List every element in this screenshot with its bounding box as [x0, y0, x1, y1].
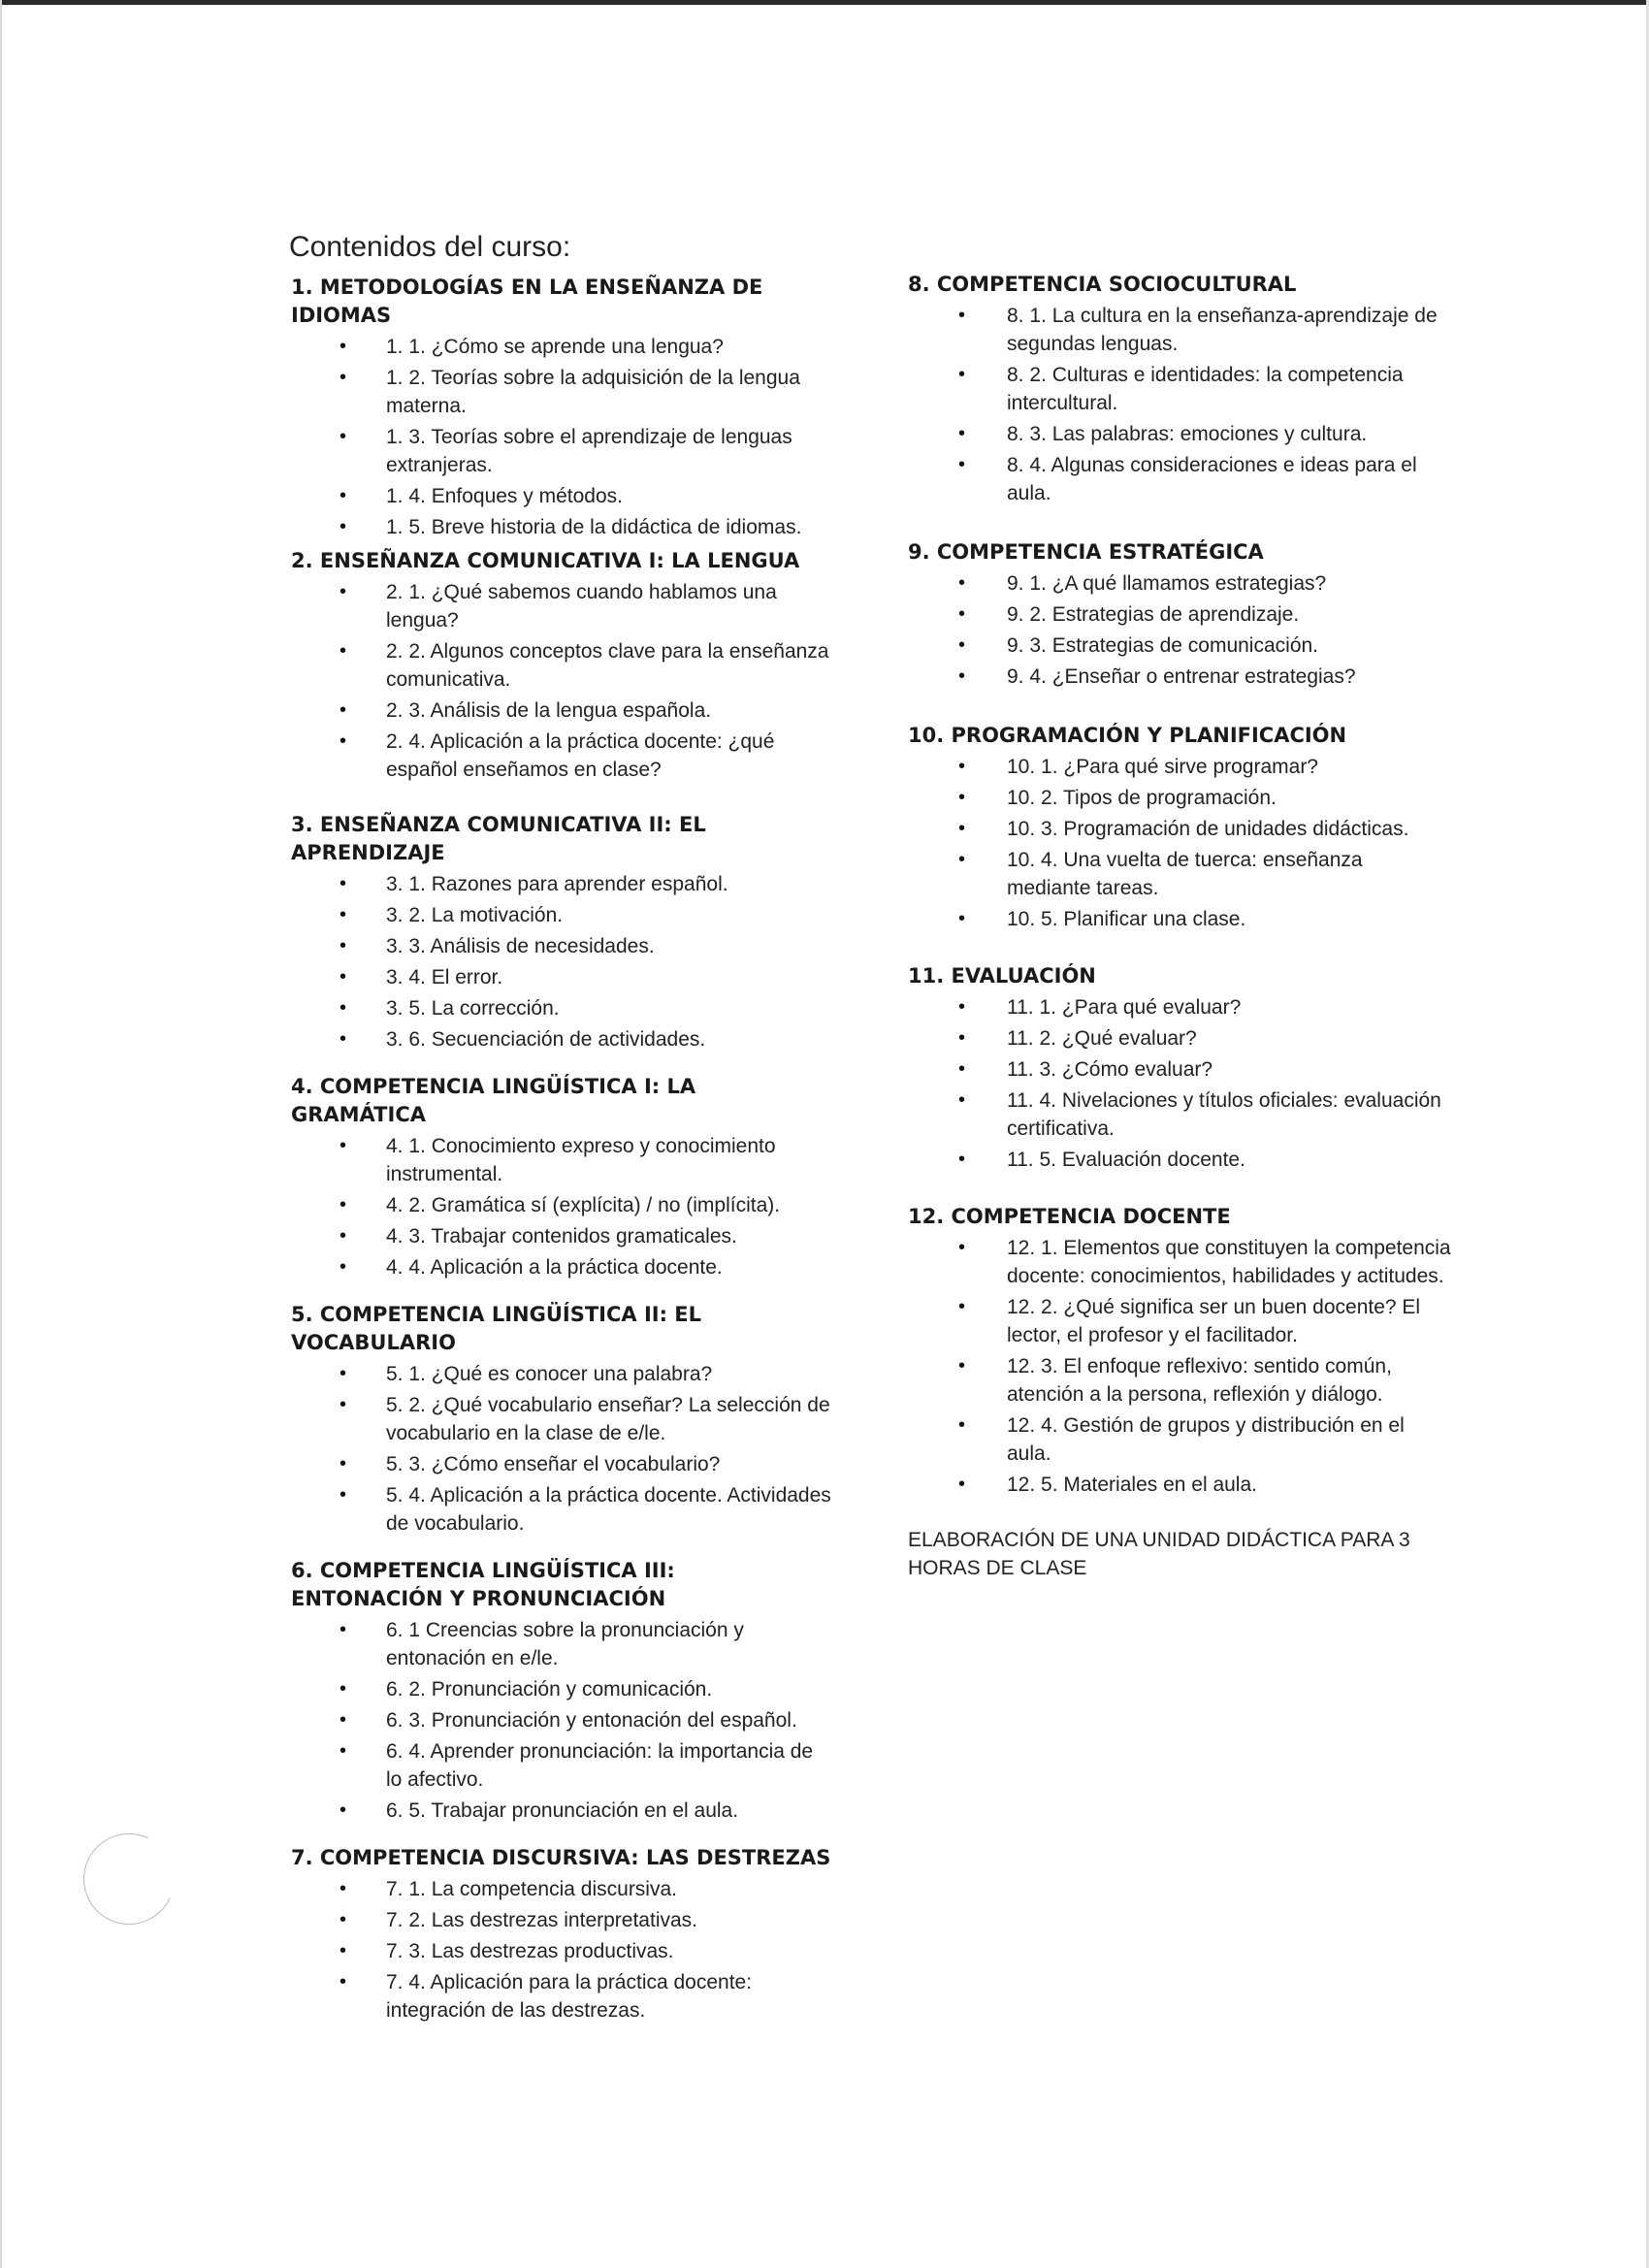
- topic-item: • 11. 5. Evaluación docente.: [908, 1146, 1451, 1174]
- topic-list: [291, 333, 834, 541]
- topic-item: • 2. 3. Análisis de la lengua española.: [291, 697, 834, 725]
- topic-item: • 7. 1. La competencia discursiva.: [291, 1875, 834, 1903]
- topic-item: • 8. 1. La cultura en la enseñanza-aprendizaje de segundas lenguas.: [908, 302, 1451, 358]
- topic-item: • 3. 5. La corrección.: [291, 994, 834, 1022]
- section-title-line: 9. COMPETENCIA ESTRATÉGICA: [908, 540, 1264, 564]
- topic-item: • 4. 2. Gramática sí (explícita) / no (implícita).: [291, 1191, 834, 1219]
- topic-item: • 5. 1. ¿Qué es conocer una palabra?: [291, 1360, 834, 1388]
- topic-list: [291, 578, 834, 784]
- section-title-line: 5. COMPETENCIA LINGÜÍSTICA II: EL: [291, 1303, 702, 1326]
- topic-item: • 1. 1. ¿Cómo se aprende una lengua?: [291, 333, 834, 361]
- topic-list: [291, 870, 834, 1053]
- course-section: [908, 722, 1451, 933]
- topic-item: • 3. 4. El error.: [291, 963, 834, 991]
- section-title-line: APRENDIZAJE: [291, 841, 445, 864]
- section-title: [291, 1301, 834, 1357]
- topic-list: [291, 1360, 834, 1538]
- topic-item: • 3. 2. La motivación.: [291, 901, 834, 929]
- course-section: [908, 538, 1451, 691]
- topic-item: • 10. 3. Programación de unidades didácticas.: [908, 815, 1451, 843]
- topic-list: [908, 302, 1451, 507]
- topic-item: • 1. 5. Breve historia de la didáctica de idiomas.: [291, 513, 834, 541]
- topic-item: • 5. 2. ¿Qué vocabulario enseñar? La selección de vocabulario en la clase de e/le.: [291, 1391, 834, 1447]
- topic-item: • 6. 4. Aprender pronunciación: la importancia de lo afectivo.: [291, 1737, 834, 1794]
- section-title-line: IDIOMAS: [291, 304, 392, 327]
- course-section: [291, 811, 834, 1053]
- section-title-line: 11. EVALUACIÓN: [908, 964, 1096, 988]
- section-title-line: GRAMÁTICA: [291, 1103, 426, 1126]
- section-title: [291, 274, 834, 330]
- topic-item: • 1. 3. Teorías sobre el aprendizaje de lenguas extranjeras.: [291, 423, 834, 479]
- section-title: [291, 1557, 834, 1613]
- topic-item: • 12. 4. Gestión de grupos y distribución en el aula.: [908, 1411, 1451, 1468]
- punch-hole-mark: [71, 1821, 187, 1937]
- course-section: [291, 1073, 834, 1281]
- topic-item: • 2. 1. ¿Qué sabemos cuando hablamos una lengua?: [291, 578, 834, 634]
- topic-item: • 7. 4. Aplicación para la práctica docente: integración de las destrezas.: [291, 1968, 834, 2025]
- topic-item: • 12. 2. ¿Qué significa ser un buen docente? El lector, el profesor y el facilitador.: [908, 1293, 1451, 1349]
- topic-item: • 9. 1. ¿A qué llamamos estrategias?: [908, 569, 1451, 598]
- topic-item: • 8. 2. Culturas e identidades: la competencia intercultural.: [908, 361, 1451, 417]
- scan-left-edge: [0, 0, 2, 2268]
- topic-item: • 10. 4. Una vuelta de tuerca: enseñanza mediante tareas.: [908, 846, 1451, 902]
- topic-item: • 2. 4. Aplicación a la práctica docente: ¿qué español enseñamos en clase?: [291, 728, 834, 784]
- topic-item: • 7. 2. Las destrezas interpretativas.: [291, 1906, 834, 1934]
- scan-top-edge: [0, 0, 1649, 5]
- page-title: Contenidos del curso:: [289, 231, 571, 264]
- topic-list: [908, 753, 1451, 933]
- course-section: [291, 1301, 834, 1538]
- topic-item: • 12. 3. El enfoque reflexivo: sentido común, atención a la persona, reflexión y diálogo.: [908, 1352, 1451, 1409]
- topic-item: • 12. 1. Elementos que constituyen la competencia docente: conocimientos, habilidades y actitudes.: [908, 1234, 1451, 1290]
- closing-note: ELABORACIÓN DE UNA UNIDAD DIDÁCTICA PARA 3 HORAS DE CLASE: [908, 1529, 1410, 1579]
- section-title-line: 2. ENSEÑANZA COMUNICATIVA I: LA LENGUA: [291, 549, 800, 572]
- topic-item: • 1. 4. Enfoques y métodos.: [291, 482, 834, 510]
- section-title: [291, 811, 834, 867]
- left-column: [291, 274, 834, 2025]
- topic-list: [291, 1616, 834, 1825]
- course-section: [291, 547, 834, 784]
- section-title: [291, 1073, 834, 1129]
- topic-item: • 11. 4. Nivelaciones y títulos oficiales: evaluación certificativa.: [908, 1086, 1451, 1143]
- topic-item: • 8. 3. Las palabras: emociones y cultura.: [908, 420, 1451, 448]
- section-title-line: 1. METODOLOGÍAS EN LA ENSEÑANZA DE: [291, 275, 763, 299]
- section-title: [908, 1203, 1451, 1231]
- topic-item: • 6. 1 Creencias sobre la pronunciación y entonación en e/le.: [291, 1616, 834, 1672]
- topic-item: • 8. 4. Algunas consideraciones e ideas para el aula.: [908, 451, 1451, 507]
- section-title-line: 8. COMPETENCIA SOCIOCULTURAL: [908, 273, 1297, 296]
- course-section: [291, 1557, 834, 1825]
- section-title: [908, 271, 1451, 299]
- topic-item: • 3. 3. Análisis de necesidades.: [291, 932, 834, 960]
- section-title-line: 3. ENSEÑANZA COMUNICATIVA II: EL: [291, 813, 706, 836]
- section-title: [908, 722, 1451, 750]
- topic-item: • 4. 1. Conocimiento expreso y conocimiento instrumental.: [291, 1132, 834, 1188]
- topic-item: • 6. 5. Trabajar pronunciación en el aula.: [291, 1797, 834, 1825]
- topic-item: • 10. 5. Planificar una clase.: [908, 905, 1451, 933]
- course-section: [291, 274, 834, 541]
- section-title: [291, 1844, 834, 1872]
- section-title-line: ENTONACIÓN Y PRONUNCIACIÓN: [291, 1587, 666, 1610]
- topic-item: • 9. 3. Estrategias de comunicación.: [908, 632, 1451, 660]
- topic-item: • 6. 3. Pronunciación y entonación del español.: [291, 1706, 834, 1734]
- topic-item: • 11. 1. ¿Para qué evaluar?: [908, 993, 1451, 1021]
- section-title: [291, 547, 834, 575]
- section-title-line: 12. COMPETENCIA DOCENTE: [908, 1205, 1231, 1228]
- topic-item: • 5. 4. Aplicación a la práctica docente. Actividades de vocabulario.: [291, 1481, 834, 1538]
- topic-item: • 6. 2. Pronunciación y comunicación.: [291, 1675, 834, 1703]
- topic-item: • 2. 2. Algunos conceptos clave para la enseñanza comunicativa.: [291, 637, 834, 694]
- topic-item: • 3. 1. Razones para aprender español.: [291, 870, 834, 898]
- course-section: [908, 271, 1451, 507]
- course-section: [291, 1844, 834, 2025]
- topic-list: [291, 1875, 834, 2025]
- topic-item: • 12. 5. Materiales en el aula.: [908, 1471, 1451, 1499]
- section-title-line: 7. COMPETENCIA DISCURSIVA: LAS DESTREZAS: [291, 1846, 831, 1869]
- topic-item: • 1. 2. Teorías sobre la adquisición de la lengua materna.: [291, 364, 834, 420]
- section-title-line: 4. COMPETENCIA LINGÜÍSTICA I: LA: [291, 1075, 696, 1098]
- topic-item: • 4. 3. Trabajar contenidos gramaticales.: [291, 1222, 834, 1250]
- section-title-line: VOCABULARIO: [291, 1331, 456, 1354]
- topic-item: • 4. 4. Aplicación a la práctica docente.: [291, 1253, 834, 1281]
- topic-item: • 9. 2. Estrategias de aprendizaje.: [908, 600, 1451, 629]
- section-title-line: 6. COMPETENCIA LINGÜÍSTICA III:: [291, 1559, 675, 1582]
- right-column: [908, 271, 1451, 1582]
- course-section: [908, 962, 1451, 1174]
- topic-item: • 9. 4. ¿Enseñar o entrenar estrategias?: [908, 663, 1451, 691]
- topic-item: • 11. 3. ¿Cómo evaluar?: [908, 1055, 1451, 1084]
- topic-item: • 10. 2. Tipos de programación.: [908, 784, 1451, 812]
- topic-item: • 5. 3. ¿Cómo enseñar el vocabulario?: [291, 1450, 834, 1478]
- topic-item: • 11. 2. ¿Qué evaluar?: [908, 1024, 1451, 1053]
- topic-list: [908, 993, 1451, 1174]
- section-title: [908, 538, 1451, 567]
- topic-list: [291, 1132, 834, 1281]
- topic-item: • 10. 1. ¿Para qué sirve programar?: [908, 753, 1451, 781]
- section-title-line: 10. PROGRAMACIÓN Y PLANIFICACIÓN: [908, 724, 1347, 747]
- course-section: [908, 1203, 1451, 1499]
- topic-list: [908, 1234, 1451, 1499]
- section-title: [908, 962, 1451, 990]
- topic-list: [908, 569, 1451, 691]
- topic-item: • 7. 3. Las destrezas productivas.: [291, 1937, 834, 1965]
- topic-item: • 3. 6. Secuenciación de actividades.: [291, 1025, 834, 1053]
